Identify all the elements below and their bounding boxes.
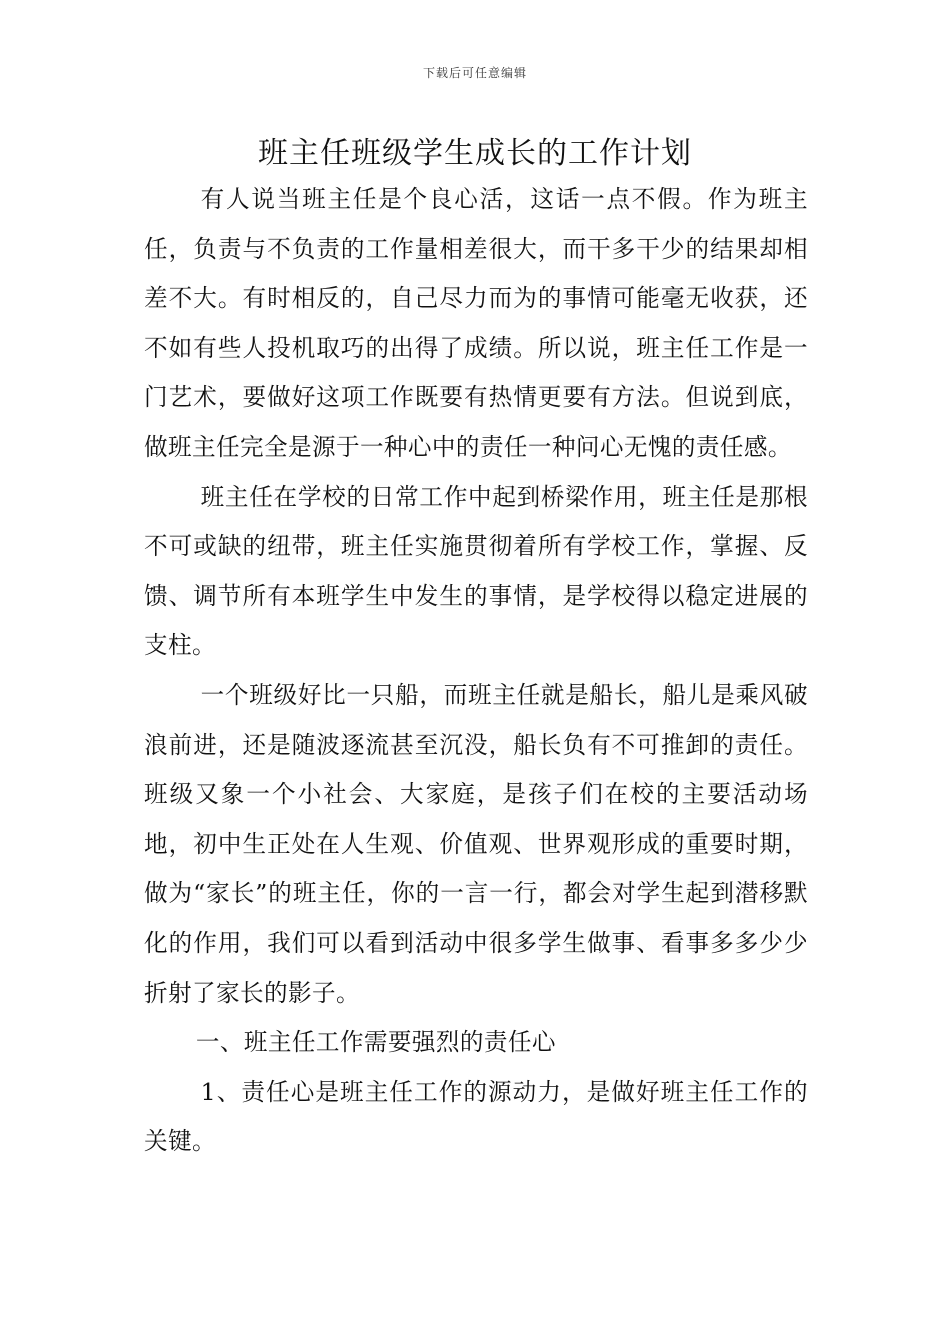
document-title: 班主任班级学生成长的工作计划 xyxy=(258,136,692,171)
paragraph-intro: 有人说当班主任是个良心活，这话一点不假。作为班主任，负责与不负责的工作量相差很大，而干多干少的结果却相差不大。有时相反的，自己尽力而为的事情可能毫无收获，还不如有些人投机取巧的出得了成绩。所以说，班主任工作是一门艺术，要做好这项工作既要有热情更要有方法。但说到底，做班主任完全是源于一种心中的责任一种问心无愧的责任感。 xyxy=(144,185,808,461)
document-body xyxy=(144,175,808,1167)
section-heading-responsibility: 一、班主任工作需要强烈的责任心 xyxy=(195,1028,556,1057)
paragraph-ship-metaphor: 一个班级好比一只船，而班主任就是船长，船儿是乘风破浪前进，还是随波逐流甚至沉没，船长负有不可推卸的责任。班级又象一个小社会、大家庭，是孩子们在校的主要活动场地，初中生正处在人生观、价值观、世界观形成的重要时期，做为“家长”的班主任，你的一言一行，都会对学生起到潜移默化的作用，我们可以看到活动中很多学生做事、看事多多少少折射了家长的影子。 xyxy=(144,680,808,1007)
paragraph-bridge-role: 班主任在学校的日常工作中起到桥梁作用，班主任是那根不可或缺的纽带，班主任实施贯彻着所有学校工作，掌握、反馈、调节所有本班学生中发生的事情，是学校得以稳定进展的支柱。 xyxy=(144,482,808,660)
paragraph-point-1: 1、责任心是班主任工作的源动力，是做好班主任工作的关键。 xyxy=(144,1077,808,1156)
header-note: 下载后可任意编辑 xyxy=(422,66,527,80)
